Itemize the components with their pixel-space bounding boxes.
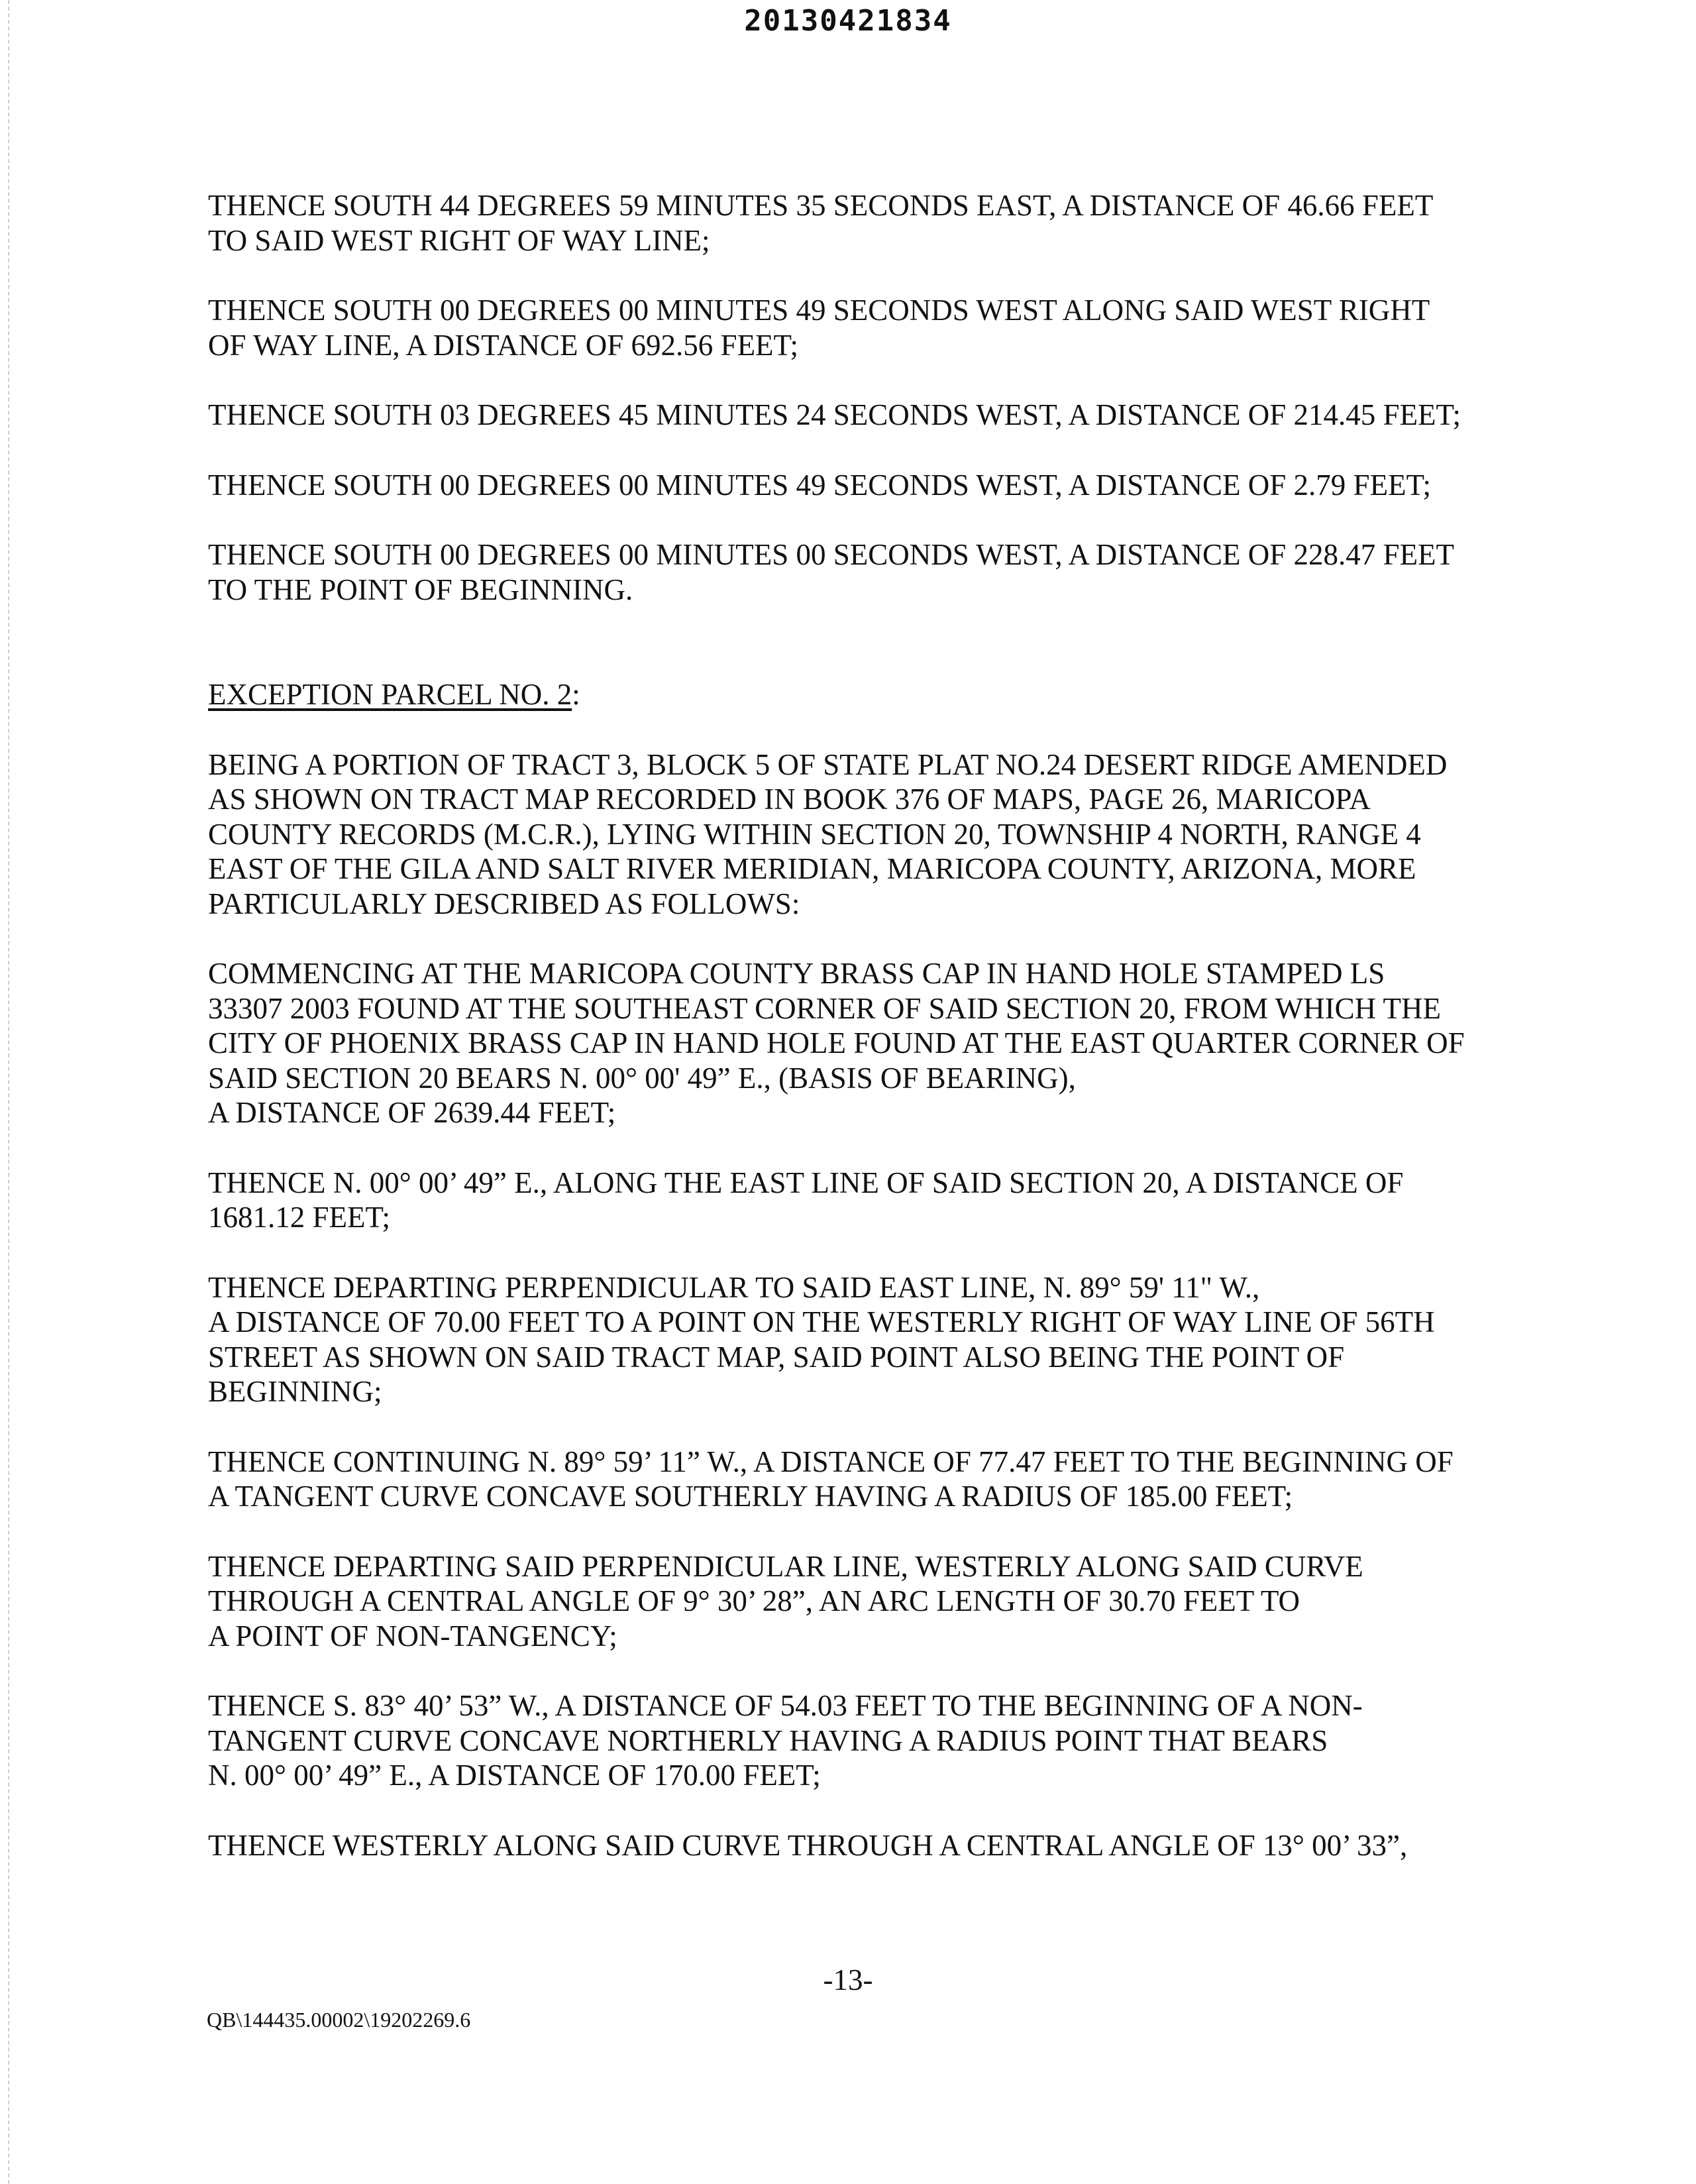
paragraph-exception-intro (208, 747, 1540, 922)
text-line: TO SAID WEST RIGHT OF WAY LINE; (208, 223, 710, 257)
paragraph-exception-course-6 (208, 1828, 1540, 1863)
text-line: THENCE SOUTH 44 DEGREES 59 MINUTES 35 SECONDS EAST, A DISTANCE OF 46.66 FEET (208, 189, 1434, 222)
paragraph-exception-course-3 (208, 1445, 1540, 1514)
text-line: SAID SECTION 20 BEARS N. 00° 00' 49” E., (BASIS OF BEARING), (208, 1061, 1076, 1095)
paragraph-course-3 (208, 398, 1540, 433)
text-line: A DISTANCE OF 2639.44 FEET; (208, 1096, 616, 1129)
text-line: TO THE POINT OF BEGINNING. (208, 573, 633, 606)
text-line: THENCE SOUTH 00 DEGREES 00 MINUTES 49 SECONDS WEST, A DISTANCE OF 2.79 FEET; (208, 468, 1432, 502)
paragraph-exception-course-2 (208, 1270, 1540, 1409)
paragraph-exception-course-1 (208, 1166, 1540, 1235)
text-line: EAST OF THE GILA AND SALT RIVER MERIDIAN, MARICOPA COUNTY, ARIZONA, MORE (208, 852, 1416, 885)
text-line: COMMENCING AT THE MARICOPA COUNTY BRASS CAP IN HAND HOLE STAMPED LS (208, 957, 1385, 990)
text-line: 33307 2003 FOUND AT THE SOUTHEAST CORNER OF SAID SECTION 20, FROM WHICH THE (208, 991, 1441, 1025)
text-line: A TANGENT CURVE CONCAVE SOUTHERLY HAVING A RADIUS OF 185.00 FEET; (208, 1480, 1293, 1513)
paragraph-course-1 (208, 188, 1540, 258)
text-line: THENCE SOUTH 03 DEGREES 45 MINUTES 24 SECONDS WEST, A DISTANCE OF 214.45 FEET; (208, 398, 1461, 431)
paragraph-course-2 (208, 293, 1540, 362)
text-line: THENCE CONTINUING N. 89° 59’ 11” W., A DISTANCE OF 77.47 FEET TO THE BEGINNING OF (208, 1445, 1454, 1478)
text-line: 1681.12 FEET; (208, 1201, 391, 1234)
text-line: A DISTANCE OF 70.00 FEET TO A POINT ON THE WESTERLY RIGHT OF WAY LINE OF 56TH (208, 1305, 1435, 1338)
text-line: THENCE N. 00° 00’ 49” E., ALONG THE EAST LINE OF SAID SECTION 20, A DISTANCE OF (208, 1166, 1404, 1199)
text-line: THENCE SOUTH 00 DEGREES 00 MINUTES 00 SECONDS WEST, A DISTANCE OF 228.47 FEET (208, 538, 1455, 571)
text-line: STREET AS SHOWN ON SAID TRACT MAP, SAID POINT ALSO BEING THE POINT OF (208, 1340, 1345, 1374)
text-line: THENCE S. 83° 40’ 53” W., A DISTANCE OF 54.03 FEET TO THE BEGINNING OF A NON- (208, 1689, 1363, 1722)
paragraph-exception-course-5 (208, 1688, 1540, 1793)
text-line: THENCE DEPARTING PERPENDICULAR TO SAID EAST LINE, N. 89° 59' 11" W., (208, 1270, 1260, 1304)
text-line: AS SHOWN ON TRACT MAP RECORDED IN BOOK 376 OF MAPS, PAGE 26, MARICOPA (208, 783, 1371, 816)
paragraph-exception-course-4 (208, 1549, 1540, 1654)
legal-description-body (208, 188, 1540, 1898)
text-line: THENCE WESTERLY ALONG SAID CURVE THROUGH A CENTRAL ANGLE OF 13° 00’ 33”, (208, 1828, 1408, 1862)
paragraph-commencing (208, 956, 1540, 1130)
recording-number: 20130421834 (744, 4, 952, 38)
paragraph-course-5 (208, 537, 1540, 607)
exception-heading-colon: : (572, 678, 580, 711)
text-line: THROUGH A CENTRAL ANGLE OF 9° 30’ 28”, AN ARC LENGTH OF 30.70 FEET TO (208, 1584, 1300, 1617)
text-line: BEGINNING; (208, 1375, 382, 1408)
paragraph-course-4 (208, 468, 1540, 503)
text-line: BEING A PORTION OF TRACT 3, BLOCK 5 OF STATE PLAT NO.24 DESERT RIDGE AMENDED (208, 747, 1448, 781)
text-line: COUNTY RECORDS (M.C.R.), LYING WITHIN SECTION 20, TOWNSHIP 4 NORTH, RANGE 4 (208, 817, 1421, 851)
text-line: CITY OF PHOENIX BRASS CAP IN HAND HOLE FOUND AT THE EAST QUARTER CORNER OF (208, 1026, 1465, 1060)
scan-edge-artifact (8, 0, 9, 2184)
page-number: -13- (823, 1963, 873, 1996)
text-line: THENCE SOUTH 00 DEGREES 00 MINUTES 49 SECONDS WEST ALONG SAID WEST RIGHT (208, 294, 1430, 327)
text-line: PARTICULARLY DESCRIBED AS FOLLOWS: (208, 887, 800, 920)
document-id: QB\144435.00002\19202269.6 (207, 2008, 471, 2032)
text-line: N. 00° 00’ 49” E., A DISTANCE OF 170.00 FEET; (208, 1759, 821, 1792)
text-line: OF WAY LINE, A DISTANCE OF 692.56 FEET; (208, 328, 799, 362)
text-line: THENCE DEPARTING SAID PERPENDICULAR LINE, WESTERLY ALONG SAID CURVE (208, 1549, 1363, 1583)
exception-heading (208, 677, 1540, 712)
exception-heading-text: EXCEPTION PARCEL NO. 2 (208, 678, 572, 711)
text-line: A POINT OF NON-TANGENCY; (208, 1619, 617, 1653)
text-line: TANGENT CURVE CONCAVE NORTHERLY HAVING A RADIUS POINT THAT BEARS (208, 1723, 1328, 1757)
